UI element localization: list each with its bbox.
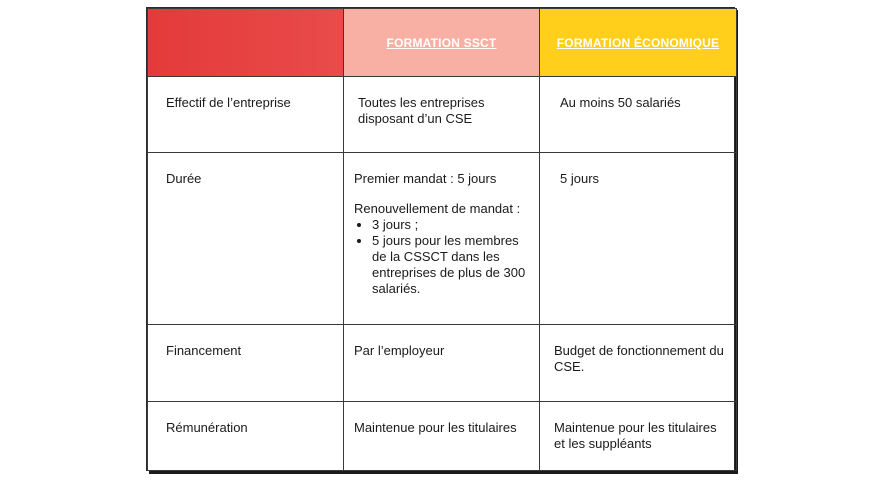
ssct-cell: Par l’employeur (344, 325, 540, 402)
table-row (148, 77, 737, 153)
row-label: Effectif de l’entreprise (148, 77, 344, 153)
table-row (148, 153, 737, 325)
header-eco (540, 9, 737, 77)
comparison-table (146, 7, 735, 471)
header-ssct-label[interactable]: FORMATION SSCT (386, 35, 497, 50)
list-item: • 3 jours ; (372, 217, 529, 233)
table-row (148, 325, 737, 402)
ssct-renewal-list (354, 217, 529, 297)
list-item: • 5 jours pour les membres de la CSSCT dans les entreprises de plus de 300 salariés. (372, 233, 529, 297)
header-empty-cell (148, 9, 344, 77)
table-row (148, 402, 737, 471)
row-label: Durée (148, 153, 344, 325)
ssct-cell (344, 153, 540, 325)
formation-table (147, 8, 737, 471)
ssct-renewal-heading: Renouvellement de mandat : (354, 201, 521, 216)
eco-cell: Maintenue pour les titulaires et les suppléants (540, 402, 737, 471)
ssct-cell: Maintenue pour les titulaires (344, 402, 540, 471)
eco-cell: Budget de fonctionnement du CSE. (540, 325, 737, 402)
row-label: Financement (148, 325, 344, 402)
ssct-cell (344, 77, 540, 153)
ssct-text: Toutes les entreprises disposant d’un CSE (358, 95, 485, 126)
ssct-first-mandate: Premier mandat : 5 jours (354, 171, 497, 186)
table-header-row (148, 9, 737, 77)
row-label: Rémunération (148, 402, 344, 471)
header-ssct (344, 9, 540, 77)
eco-cell: 5 jours (540, 153, 737, 325)
eco-cell: Au moins 50 salariés (540, 77, 737, 153)
header-eco-label[interactable]: FORMATION ÉCONOMIQUE (556, 35, 720, 50)
